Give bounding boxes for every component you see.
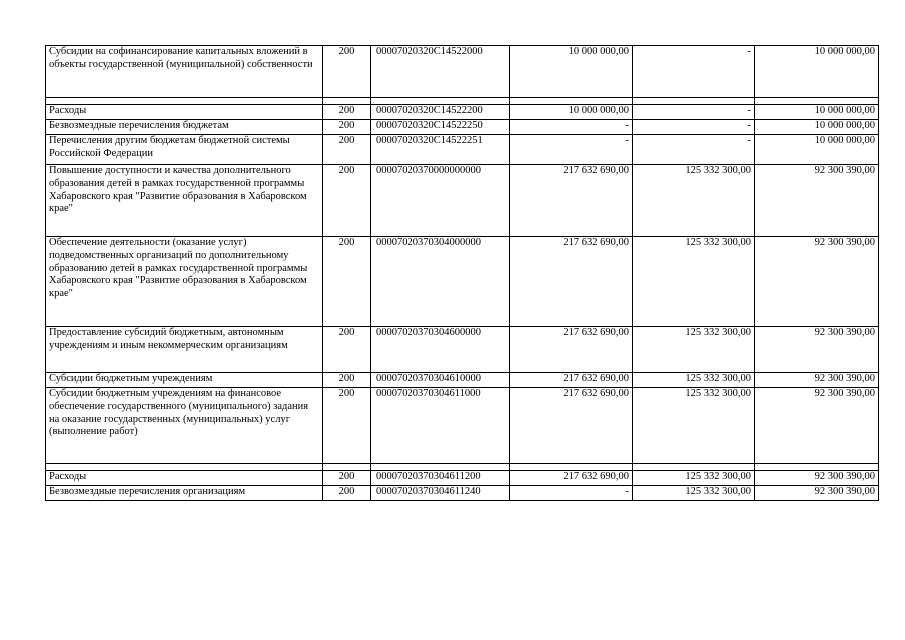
line-code-cell: 200 [323,165,371,237]
table-row [46,120,879,135]
approved-amount-cell: 10 000 000,00 [510,105,633,120]
unexecuted-amount-cell: 92 300 390,00 [755,388,879,464]
approved-amount-cell: 10 000 000,00 [510,46,633,98]
indicator-name-cell: Расходы [46,105,323,120]
budget-execution-table [45,45,879,501]
approved-amount-cell: - [510,135,633,165]
indicator-name-cell: Безвозмездные перечисления бюджетам [46,120,323,135]
executed-amount-cell: - [633,120,755,135]
indicator-name-cell: Расходы [46,471,323,486]
budget-classification-code-cell: 00007020320C14522250 [371,120,510,135]
spacer-cell [510,98,633,105]
spacer-cell [633,98,755,105]
approved-amount-cell: 217 632 690,00 [510,165,633,237]
budget-classification-code-cell: 00007020370304000000 [371,237,510,327]
unexecuted-amount-cell: 92 300 390,00 [755,486,879,501]
table-row [46,388,879,464]
unexecuted-amount-cell: 10 000 000,00 [755,135,879,165]
approved-amount-cell: 217 632 690,00 [510,388,633,464]
table-row-spacer [46,464,879,471]
indicator-name-cell: Субсидии бюджетным учреждениям [46,373,323,388]
indicator-name-cell: Безвозмездные перечисления организациям [46,486,323,501]
indicator-name-cell: Повышение доступности и качества дополнительного образования детей в рамках государственной программы Хабаровского края "Развитие образования в Хабаровском крае" [46,165,323,237]
spacer-cell [755,464,879,471]
executed-amount-cell: 125 332 300,00 [633,486,755,501]
approved-amount-cell: 217 632 690,00 [510,471,633,486]
spacer-cell [323,464,371,471]
unexecuted-amount-cell: 92 300 390,00 [755,165,879,237]
budget-classification-code-cell: 00007020370000000000 [371,165,510,237]
table-row [46,327,879,373]
indicator-name-cell: Субсидии на софинансирование капитальных вложений в объекты государственной (муниципальной) собственности [46,46,323,98]
spacer-cell [46,98,323,105]
unexecuted-amount-cell: 92 300 390,00 [755,237,879,327]
approved-amount-cell: 217 632 690,00 [510,327,633,373]
budget-classification-code-cell: 00007020370304610000 [371,373,510,388]
indicator-name-cell: Обеспечение деятельности (оказание услуг) подведомственных организаций по дополнительному образованию детей в рамках государственной программы Хабаровского края "Развитие образования в Хабаровском крае" [46,237,323,327]
line-code-cell: 200 [323,120,371,135]
document-page [45,45,878,501]
line-code-cell: 200 [323,105,371,120]
unexecuted-amount-cell: 10 000 000,00 [755,105,879,120]
table-row [46,486,879,501]
executed-amount-cell: - [633,46,755,98]
line-code-cell: 200 [323,237,371,327]
line-code-cell: 200 [323,135,371,165]
approved-amount-cell: - [510,120,633,135]
table-row [46,373,879,388]
indicator-name-cell: Предоставление субсидий бюджетным, автономным учреждениям и иным некоммерческим организациям [46,327,323,373]
spacer-cell [46,464,323,471]
unexecuted-amount-cell: 92 300 390,00 [755,327,879,373]
table-row [46,105,879,120]
budget-classification-code-cell: 00007020370304611000 [371,388,510,464]
unexecuted-amount-cell: 10 000 000,00 [755,46,879,98]
table-row [46,135,879,165]
budget-classification-code-cell: 00007020320C14522000 [371,46,510,98]
line-code-cell: 200 [323,327,371,373]
unexecuted-amount-cell: 92 300 390,00 [755,373,879,388]
table-row-spacer [46,98,879,105]
executed-amount-cell: - [633,105,755,120]
budget-classification-code-cell: 00007020320C14522251 [371,135,510,165]
table-row [46,46,879,98]
spacer-cell [371,98,510,105]
spacer-cell [510,464,633,471]
approved-amount-cell: - [510,486,633,501]
executed-amount-cell: 125 332 300,00 [633,388,755,464]
spacer-cell [323,98,371,105]
indicator-name-cell: Субсидии бюджетным учреждениям на финансовое обеспечение государственного (муниципального) задания на оказание государственных (муниципальных) услуг (выполнение работ) [46,388,323,464]
budget-classification-code-cell: 00007020320C14522200 [371,105,510,120]
spacer-cell [755,98,879,105]
budget-classification-code-cell: 00007020370304600000 [371,327,510,373]
budget-classification-code-cell: 00007020370304611240 [371,486,510,501]
table-row [46,165,879,237]
executed-amount-cell: 125 332 300,00 [633,165,755,237]
executed-amount-cell: 125 332 300,00 [633,373,755,388]
budget-classification-code-cell: 00007020370304611200 [371,471,510,486]
line-code-cell: 200 [323,486,371,501]
line-code-cell: 200 [323,388,371,464]
approved-amount-cell: 217 632 690,00 [510,373,633,388]
table-row [46,471,879,486]
spacer-cell [633,464,755,471]
approved-amount-cell: 217 632 690,00 [510,237,633,327]
executed-amount-cell: - [633,135,755,165]
unexecuted-amount-cell: 92 300 390,00 [755,471,879,486]
executed-amount-cell: 125 332 300,00 [633,327,755,373]
line-code-cell: 200 [323,46,371,98]
spacer-cell [371,464,510,471]
indicator-name-cell: Перечисления другим бюджетам бюджетной системы Российской Федерации [46,135,323,165]
line-code-cell: 200 [323,373,371,388]
executed-amount-cell: 125 332 300,00 [633,237,755,327]
table-row [46,237,879,327]
line-code-cell: 200 [323,471,371,486]
unexecuted-amount-cell: 10 000 000,00 [755,120,879,135]
executed-amount-cell: 125 332 300,00 [633,471,755,486]
